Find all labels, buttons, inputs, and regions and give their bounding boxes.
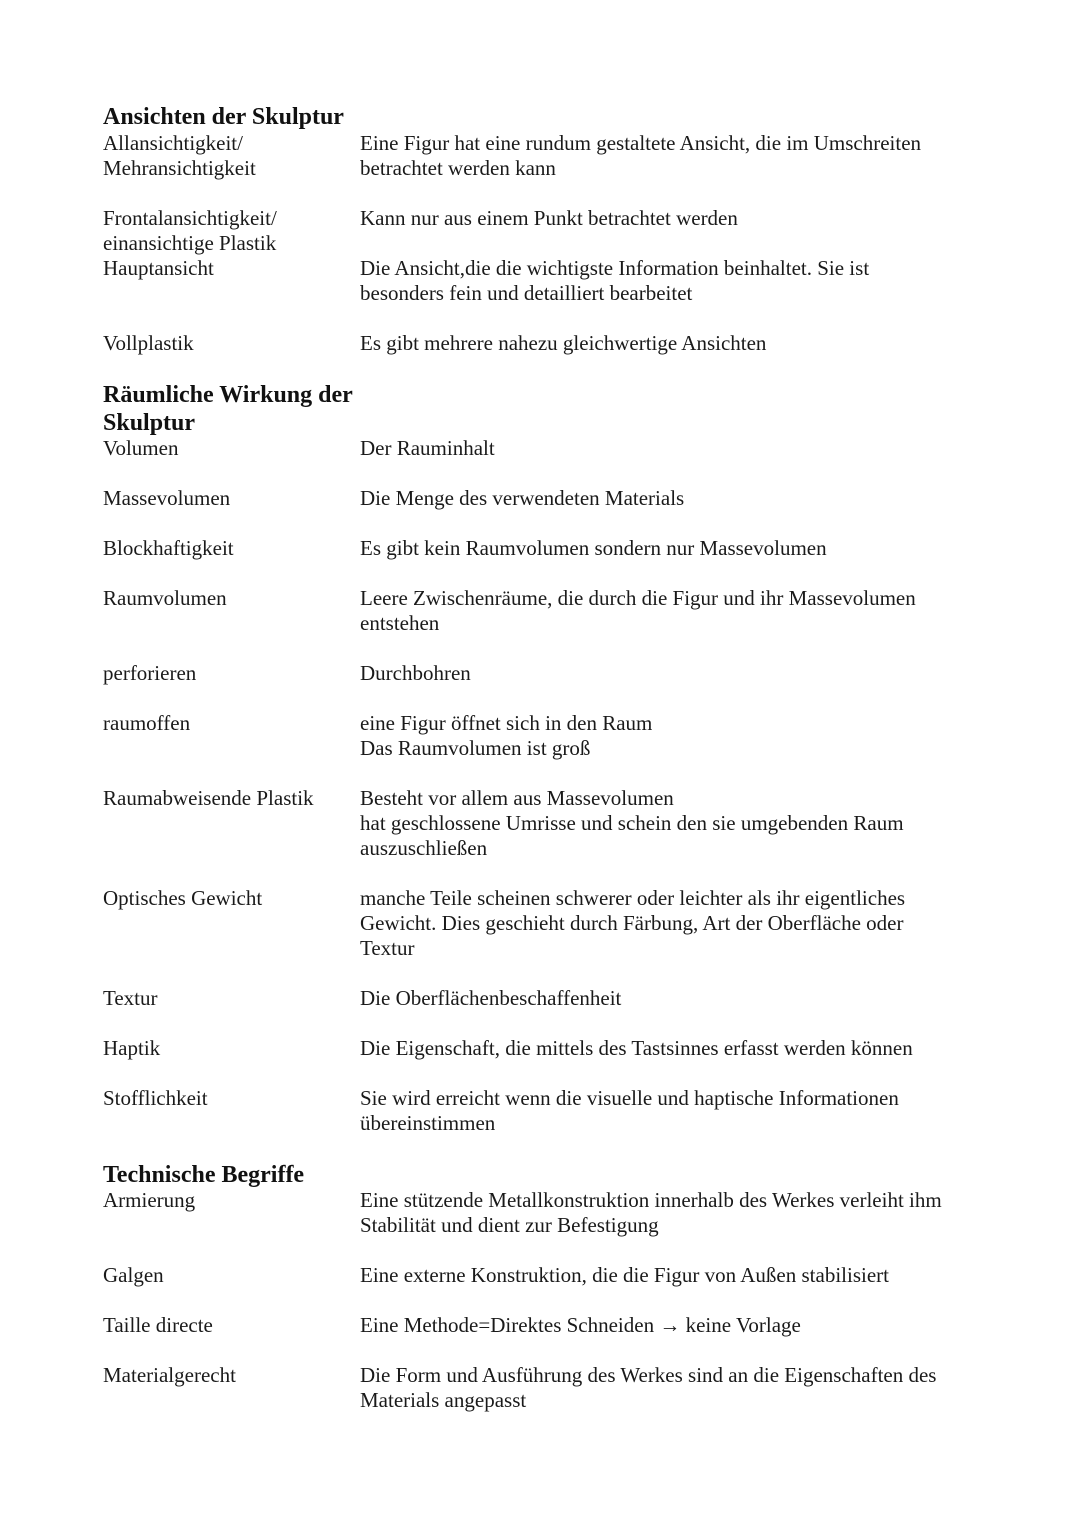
term [103, 1313, 353, 1338]
definition [360, 1313, 1000, 1338]
section-heading [103, 103, 344, 131]
term-line: Hauptansicht [103, 256, 214, 280]
definition-line: Besteht vor allem aus Massevolumen [360, 786, 674, 810]
term [103, 661, 353, 686]
term-line: Volumen [103, 436, 179, 460]
term-line: Raumabweisende Plastik [103, 786, 314, 810]
definition [360, 131, 1000, 181]
definition-line: Das Raumvolumen ist groß [360, 736, 591, 760]
term [103, 786, 353, 811]
definition [360, 986, 1000, 1011]
definition [360, 1363, 1000, 1413]
term-line: Blockhaftigkeit [103, 536, 234, 560]
term-line: Taille directe [103, 1313, 213, 1337]
term [103, 711, 353, 736]
definition-line: Stabilität und dient zur Befestigung [360, 1213, 659, 1237]
definition [360, 331, 1000, 356]
definition-line: Die Eigenschaft, die mittels des Tastsinnes erfasst werden können [360, 1036, 913, 1060]
definition [360, 1086, 1000, 1136]
term [103, 1263, 353, 1288]
term-line: Armierung [103, 1188, 196, 1212]
definition [360, 486, 1000, 511]
term [103, 486, 353, 511]
term-line: Frontalansichtigkeit/ [103, 206, 277, 230]
term-line: Raumvolumen [103, 586, 227, 610]
definition [360, 256, 1000, 306]
section-heading [103, 1161, 304, 1189]
term-line: Allansichtigkeit/ [103, 131, 243, 155]
definition-line: Die Ansicht,die die wichtigste Information beinhaltet. Sie ist [360, 256, 870, 280]
term [103, 331, 353, 356]
definition [360, 586, 1000, 636]
definition [360, 436, 1000, 461]
term-line: Materialgerecht [103, 1363, 236, 1387]
definition-line: Eine externe Konstruktion, die die Figur von Außen stabilisiert [360, 1263, 889, 1287]
definition-line: Es gibt mehrere nahezu gleichwertige Ansichten [360, 331, 767, 355]
definition-line: manche Teile scheinen schwerer oder leichter als ihr eigentliches [360, 886, 906, 910]
term [103, 986, 353, 1011]
term-line: Mehransichtigkeit [103, 156, 256, 180]
definition [360, 786, 1000, 861]
definition-line: Eine Methode=Direktes Schneiden → keine Vorlage [360, 1313, 801, 1337]
definition [360, 1188, 1000, 1238]
term [103, 586, 353, 611]
definition-line: Die Oberflächenbeschaffenheit [360, 986, 622, 1010]
term [103, 886, 353, 911]
definition-line: Eine Figur hat eine rundum gestaltete Ansicht, die im Umschreiten [360, 131, 922, 155]
term-line: Haptik [103, 1036, 161, 1060]
definition [360, 711, 1000, 761]
term-line: Stofflichkeit [103, 1086, 208, 1110]
definition-line: Sie wird erreicht wenn die visuelle und haptische Informationen [360, 1086, 899, 1110]
term-line: Vollplastik [103, 331, 194, 355]
term-line: einansichtige Plastik [103, 231, 277, 255]
definition-line: eine Figur öffnet sich in den Raum [360, 711, 653, 735]
definition [360, 886, 1000, 961]
definition-line: Gewicht. Dies geschieht durch Färbung, Art der Oberfläche oder [360, 911, 904, 935]
definition-line: Die Form und Ausführung des Werkes sind an die Eigenschaften des [360, 1363, 937, 1387]
term-line: Optisches Gewicht [103, 886, 263, 910]
heading-line: Räumliche Wirkung der [103, 382, 353, 408]
definition-line: Der Rauminhalt [360, 436, 495, 460]
definition-line: Kann nur aus einem Punkt betrachtet werden [360, 206, 738, 230]
definition-line: auszuschließen [360, 836, 488, 860]
definition-line: betrachtet werden kann [360, 156, 556, 180]
definition [360, 206, 1000, 231]
term [103, 131, 353, 181]
term-line: perforieren [103, 661, 197, 685]
definition-line: Es gibt kein Raumvolumen sondern nur Massevolumen [360, 536, 827, 560]
definition-line: Materials angepasst [360, 1388, 527, 1412]
term-line: Galgen [103, 1263, 164, 1287]
term-line: Textur [103, 986, 158, 1010]
definition [360, 536, 1000, 561]
term-line: raumoffen [103, 711, 191, 735]
section-heading [103, 381, 353, 437]
definition-line: Die Menge des verwendeten Materials [360, 486, 685, 510]
term [103, 1188, 353, 1213]
term-line: Massevolumen [103, 486, 231, 510]
definition-line: besonders fein und detailliert bearbeitet [360, 281, 693, 305]
definition-line: Textur [360, 936, 415, 960]
term [103, 436, 353, 461]
heading-line: Ansichten der Skulptur [103, 104, 344, 130]
term [103, 1363, 353, 1388]
definition [360, 1263, 1000, 1288]
definition-line: entstehen [360, 611, 440, 635]
term [103, 256, 353, 281]
heading-line: Skulptur [103, 410, 196, 436]
definition-line: übereinstimmen [360, 1111, 496, 1135]
term [103, 206, 353, 256]
definition-line: Durchbohren [360, 661, 471, 685]
definition-line: Leere Zwischenräume, die durch die Figur und ihr Massevolumen [360, 586, 916, 610]
definition-line: hat geschlossene Umrisse und schein den sie umgebenden Raum [360, 811, 904, 835]
term [103, 1086, 353, 1111]
definition [360, 1036, 1000, 1061]
term [103, 536, 353, 561]
definition-line: Eine stützende Metallkonstruktion innerhalb des Werkes verleiht ihm [360, 1188, 942, 1212]
heading-line: Technische Begriffe [103, 1162, 305, 1188]
term [103, 1036, 353, 1061]
definition [360, 661, 1000, 686]
